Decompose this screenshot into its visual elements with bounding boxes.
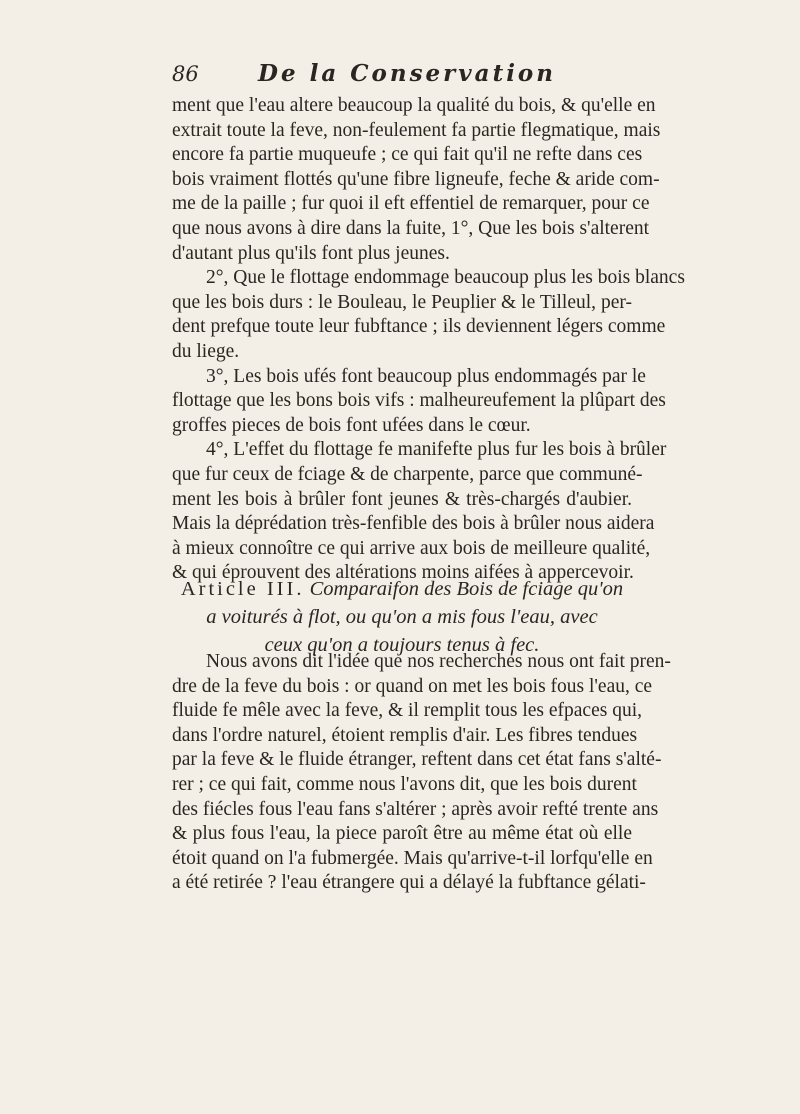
text-line: Mais la déprédation très-fenfible des bois à brûler nous aidera — [172, 513, 655, 535]
text-line: à mieux connoître ce qui arrive aux bois de meilleure qualité, — [172, 537, 651, 559]
text-line: des fiécles fous l'eau fans s'altérer ; après avoir refté trente ans — [172, 798, 659, 820]
text-line: encore fa partie muqueufe ; ce qui fait qu'il ne refte dans ces — [172, 144, 643, 166]
text-line: me de la paille ; fur quoi il eft effentiel de remarquer, pour ce — [172, 193, 650, 215]
text-line: ment les bois à brûler font jeunes & très-chargés d'aubier. — [172, 488, 632, 510]
text-line: d'autant plus qu'ils font plus jeunes. — [172, 242, 450, 264]
body-text — [172, 94, 685, 586]
text-line: étoit quand on l'a fubmergée. Mais qu'arrive-t-il lorfqu'elle en — [172, 847, 653, 869]
text-line: flottage que les bons bois vifs : malheureufement la plûpart des — [172, 390, 666, 412]
running-title: De la Conservation — [258, 60, 556, 87]
text-line: 3°, Les bois ufés font beaucoup plus endommagés par le — [206, 365, 646, 387]
page-number: 86 — [172, 62, 199, 86]
text-line: rer ; ce qui fait, comme nous l'avons dit, que les bois durent — [172, 773, 637, 795]
text-line: que les bois durs : le Bouleau, le Peuplier & le Tilleul, per- — [172, 291, 632, 313]
paragraph-5 — [172, 650, 671, 896]
paragraph-2 — [172, 266, 685, 364]
article-title-line: a voiturés à flot, ou qu'on a mis fous l'eau, avec — [206, 606, 598, 628]
text-line: extrait toute la feve, non-feulement fa partie flegmatique, mais — [172, 119, 661, 141]
article-title-line: Comparaifon des Bois de fciage qu'on — [309, 578, 624, 600]
text-line: bois vraiment flottés qu'une fibre ligneufe, feche & aride com- — [172, 168, 660, 190]
paragraph-3 — [172, 365, 666, 439]
article-heading-line — [172, 575, 632, 603]
text-line: & qui éprouvent des altérations moins aifées à appercevoir. — [172, 562, 634, 584]
text-line: par la feve & le fluide étranger, reftent dans cet état fans s'alté- — [172, 749, 662, 771]
text-line: fluide fe mêle avec la feve, & il remplit tous les efpaces qui, — [172, 700, 642, 722]
text-line: & plus fous l'eau, la piece paroît être au même état où elle — [172, 823, 632, 845]
text-line: dans l'ordre naturel, étoient remplis d'air. Les fibres tendues — [172, 724, 638, 746]
text-line: que fur ceux de fciage & de charpente, parce que communé- — [172, 463, 643, 485]
page-header — [172, 62, 632, 96]
text-line: ment que l'eau altere beaucoup la qualité du bois, & qu'elle en — [172, 95, 656, 116]
text-line: 4°, L'effet du flottage fe manifefte plus fur les bois à brûler — [206, 439, 667, 461]
text-line: Nous avons dit l'idée que nos recherches nous ont fait pren- — [206, 651, 671, 672]
paragraph-1 — [172, 94, 661, 266]
paragraph-4 — [172, 438, 667, 586]
text-line: groffes pieces de bois font ufées dans le cœur. — [172, 414, 531, 436]
text-line: du liege. — [172, 340, 240, 362]
article-title-line: ceux qu'on a toujours tenus à fec. — [264, 634, 540, 656]
text-line: dent prefque toute leur fubftance ; ils deviennent légers comme — [172, 316, 666, 338]
text-line: dre de la feve du bois : or quand on met les bois fous l'eau, ce — [172, 675, 653, 697]
text-line: 2°, Que le flottage endommage beaucoup plus les bois blancs — [206, 267, 685, 289]
text-line: a été retirée ? l'eau étrangere qui a délayé la fubftance gélati- — [172, 872, 646, 894]
article-label: Article III. — [180, 578, 305, 600]
article-heading — [172, 575, 632, 659]
text-line: que nous avons à dire dans la fuite, 1°, Que les bois s'alterent — [172, 217, 650, 239]
